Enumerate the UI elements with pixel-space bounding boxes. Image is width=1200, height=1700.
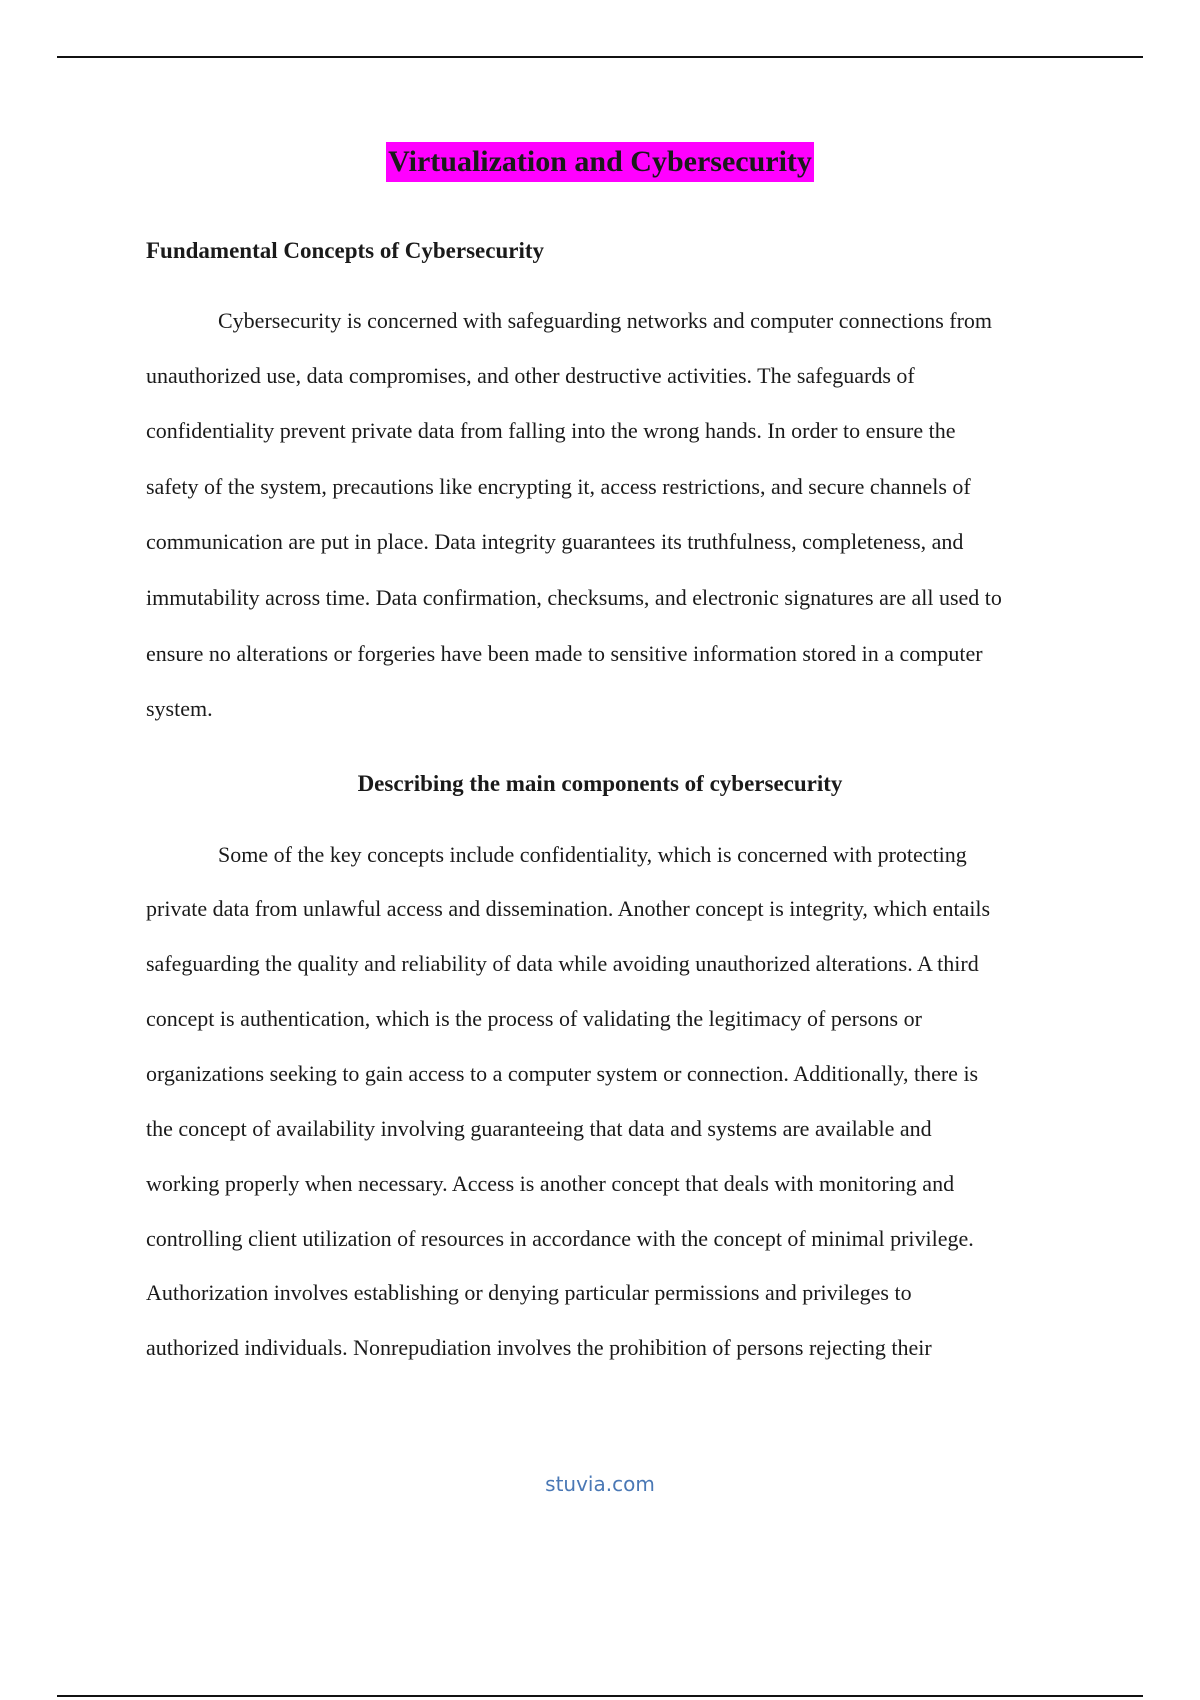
paragraph-line: ensure no alterations or forgeries have been made to sensitive information stored in a computer: [146, 641, 983, 666]
paragraph-line: the concept of availability involving guaranteeing that data and systems are available and: [146, 1116, 932, 1141]
section-heading-fundamental-concepts: Fundamental Concepts of Cybersecurity: [146, 238, 544, 263]
watermark-link[interactable]: stuvia.com: [545, 1472, 655, 1496]
paragraph-line: system.: [146, 696, 213, 721]
paragraph-line: Cybersecurity is concerned with safeguarding networks and computer connections from: [218, 308, 993, 333]
paragraph-line: concept is authentication, which is the process of validating the legitimacy of persons or: [146, 1006, 922, 1031]
paragraph-line: organizations seeking to gain access to a computer system or connection. Additionally, there is: [146, 1061, 979, 1086]
paragraph-line: communication are put in place. Data integrity guarantees its truthfulness, completeness, and: [146, 529, 964, 554]
paragraph-line: Authorization involves establishing or denying particular permissions and privileges to: [146, 1280, 912, 1305]
paragraph-line: working properly when necessary. Access is another concept that deals with monitoring and: [146, 1171, 955, 1196]
paragraph-line: Some of the key concepts include confidentiality, which is concerned with protecting: [218, 842, 967, 867]
paragraph-line: safety of the system, precautions like encrypting it, access restrictions, and secure channels of: [146, 474, 971, 499]
paragraph-line: private data from unlawful access and dissemination. Another concept is integrity, which entails: [146, 896, 991, 921]
paragraph-line: controlling client utilization of resources in accordance with the concept of minimal privilege.: [146, 1226, 974, 1251]
paragraph-line: unauthorized use, data compromises, and other destructive activities. The safeguards of: [146, 363, 915, 388]
paragraph-line: safeguarding the quality and reliability of data while avoiding unauthorized alterations. A third: [146, 951, 979, 976]
page-title: Virtualization and Cybersecurity: [386, 142, 814, 182]
top-rule: [57, 56, 1143, 58]
paragraph-line: immutability across time. Data confirmation, checksums, and electronic signatures are all used to: [146, 585, 1002, 610]
section-heading-main-components: Describing the main components of cybersecurity: [357, 771, 843, 796]
bottom-rule: [57, 1695, 1143, 1697]
title-container: [0, 142, 1200, 182]
paragraph-line: authorized individuals. Nonrepudiation involves the prohibition of persons rejecting their: [146, 1335, 932, 1360]
paragraph-line: confidentiality prevent private data from falling into the wrong hands. In order to ensure the: [146, 418, 956, 443]
